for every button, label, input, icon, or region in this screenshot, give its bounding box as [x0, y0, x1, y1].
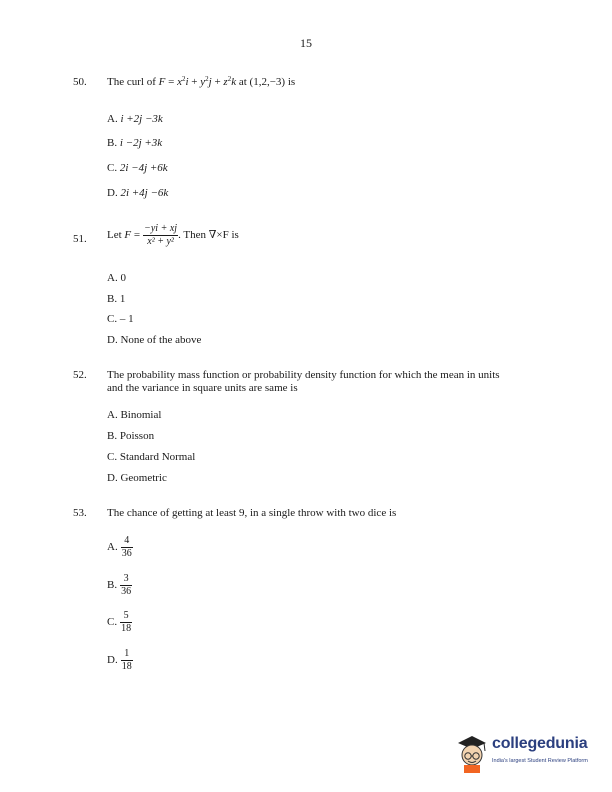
option: D. Geometric: [107, 472, 167, 484]
option: A. $\frac{4}{36}$: [107, 535, 132, 559]
option: C. Standard Normal: [107, 451, 196, 463]
option: A. i +2j −3k: [107, 113, 163, 125]
question-text-line: and the variance in square units are same is: [107, 382, 298, 394]
question-number: 53.: [73, 507, 87, 519]
option: C. 2i −4j +6k: [107, 162, 168, 174]
fraction: $\frac{-yi + xj}{\text{x² + y²}}$: [144, 222, 178, 247]
option: A. 0: [107, 272, 126, 284]
question-text: The chance of getting at least 9, in a single throw with two dice is: [107, 507, 397, 519]
option: D. $\frac{1}{18}$: [107, 648, 132, 672]
option: B. Poisson: [107, 430, 155, 442]
question-text-line: The probability mass function or probability density function for which the mean in units: [107, 369, 500, 381]
question-text: The curl of $F = x^2i + y^2j + z^2k$ at (1,2,−3) is: [107, 75, 296, 88]
option: B. i −2j +3k: [107, 137, 163, 149]
collegedunia-watermark: [454, 731, 604, 779]
question-number: 50.: [73, 76, 87, 88]
page-number: 15: [300, 36, 312, 50]
mascot-icon: [454, 731, 490, 775]
option: D. None of the above: [107, 334, 202, 346]
brand-tagline: India's largest Student Review Platform: [492, 758, 588, 764]
option: A. Binomial: [107, 409, 162, 421]
option: C. $\frac{5}{18}$: [107, 610, 132, 634]
option: D. 2i +4j −6k: [107, 187, 169, 199]
question-text: Let F = $\frac{-yi + xj}{\text{x² + y²}}$ . Then ∇×F is: [107, 222, 239, 247]
question-number: 51.: [73, 233, 87, 245]
option: B. 1: [107, 293, 126, 305]
brand-name: collegedunia: [492, 735, 588, 752]
option: B. $\frac{3}{36}$: [107, 573, 132, 597]
option: C. – 1: [107, 313, 134, 325]
question-number: 52.: [73, 369, 87, 381]
